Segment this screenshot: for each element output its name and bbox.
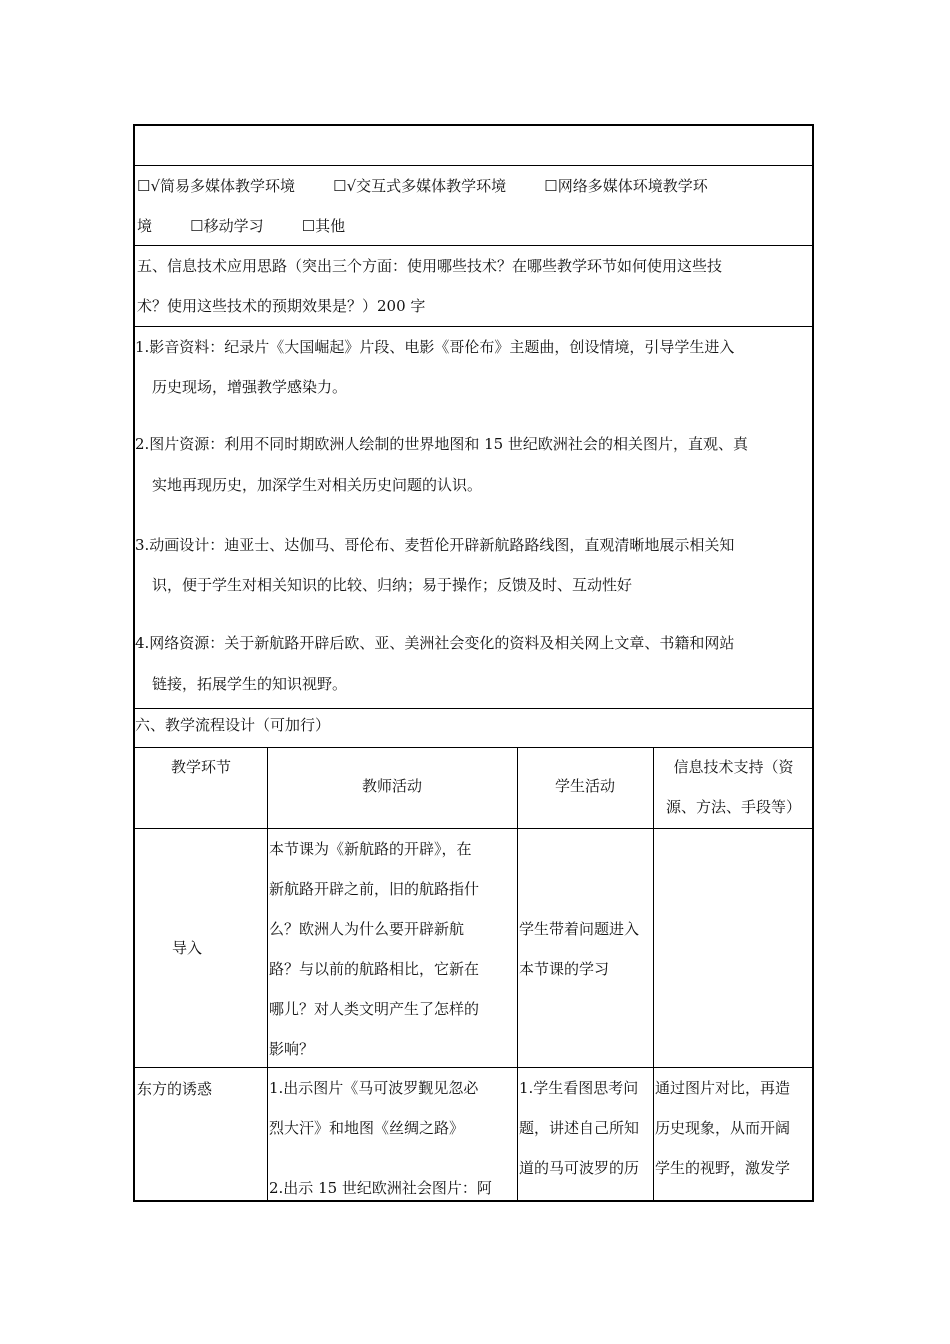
east-student-line: 道的马可波罗的历 bbox=[519, 1159, 640, 1177]
east-student-line: 1.学生看图思考问 bbox=[519, 1079, 639, 1097]
intro-teacher-line: 么？欧洲人为什么要开辟新航 bbox=[269, 920, 465, 938]
intro-teacher-activity bbox=[269, 829, 517, 1068]
east-student-line: 题，讲述自己所知 bbox=[519, 1119, 640, 1137]
header-student: 学生活动 bbox=[554, 777, 615, 795]
section5-line-2: 术？使用这些技术的预期效果是？）200 字 bbox=[137, 297, 426, 315]
item-4-line-1: 4.网络资源：关于新航路开辟后欧、亚、美洲社会变化的资料及相关网上文章、书籍和网站 bbox=[135, 634, 735, 652]
east-teacher-line: 烈大汗》和地图《丝绸之路》 bbox=[269, 1119, 465, 1137]
environment-line-1: ☐√简易多媒体教学环境 ☐√交互式多媒体教学环境 ☐网络多媒体环境教学环 bbox=[137, 177, 708, 195]
east-tech-line: 学生的视野，激发学 bbox=[655, 1159, 791, 1177]
section5-body-row bbox=[135, 327, 812, 709]
item-3-line-1: 3.动画设计：迪亚士、达伽马、哥伦布、麦哲伦开辟新航路路线图，直观清晰地展示相关知 bbox=[135, 536, 735, 554]
flow-row-intro bbox=[135, 829, 812, 1068]
section5-line-1: 五、信息技术应用思路（突出三个方面：使用哪些技术？在哪些教学环节如何使用这些技 bbox=[137, 257, 723, 275]
east-teacher-activity bbox=[269, 1068, 517, 1202]
item-2-line-2: 实地再现历史，加深学生对相关历史问题的认识。 bbox=[152, 476, 483, 494]
environment-line-2: 境 ☐移动学习 ☐其他 bbox=[137, 217, 346, 235]
intro-stage: 导入 bbox=[171, 939, 202, 957]
header-tech-line-2: 源、方法、手段等） bbox=[665, 798, 801, 816]
item-1-line-1: 1.影音资料：纪录片《大国崛起》片段、电影《哥伦布》主题曲，创设情境，引导学生进入 bbox=[135, 338, 735, 356]
intro-student-activity bbox=[519, 909, 653, 989]
intro-student-line: 本节课的学习 bbox=[519, 960, 610, 978]
east-tech-line: 历史现象，从而开阔 bbox=[655, 1119, 791, 1137]
east-tech-support bbox=[655, 1068, 814, 1202]
intro-teacher-line: 影响？ bbox=[269, 1040, 315, 1058]
intro-teacher-line: 路？与以前的航路相比，它新在 bbox=[269, 960, 480, 978]
intro-teacher-line: 本节课为《新航路的开辟》，在 bbox=[269, 840, 472, 858]
section6-title: 六、教学流程设计（可加行） bbox=[135, 716, 331, 734]
item-2-line-1: 2.图片资源：利用不同时期欧洲人绘制的世界地图和 15 世纪欧洲社会的相关图片，直观、真 bbox=[135, 435, 748, 453]
east-teacher-line: 2.出示 15 世纪欧洲社会图片：阿 bbox=[269, 1179, 492, 1197]
item-4-line-2: 链接，拓展学生的知识视野。 bbox=[152, 675, 348, 693]
flow-header-row bbox=[135, 748, 812, 829]
flow-row-east bbox=[135, 1068, 812, 1202]
header-tech-line-1: 信息技术支持（资 bbox=[673, 758, 794, 776]
intro-teacher-line: 新航路开辟之前，旧的航路指什 bbox=[269, 880, 480, 898]
environment-row bbox=[135, 166, 812, 246]
item-3-line-2: 识，便于学生对相关知识的比较、归纳；易于操作；反馈及时、互动性好 bbox=[152, 576, 633, 594]
item-1-line-2: 历史现场，增强教学感染力。 bbox=[152, 378, 348, 396]
header-stage: 教学环节 bbox=[170, 758, 231, 776]
east-stage: 东方的诱惑 bbox=[137, 1080, 213, 1098]
intro-student-line: 学生带着问题进入 bbox=[519, 920, 640, 938]
blank-row bbox=[135, 126, 812, 166]
header-teacher: 教师活动 bbox=[361, 777, 422, 795]
east-student-activity bbox=[519, 1068, 653, 1202]
east-tech-line: 通过图片对比，再造 bbox=[655, 1079, 791, 1097]
document-table bbox=[133, 124, 814, 1202]
section6-heading-row bbox=[135, 709, 812, 748]
section5-heading-row bbox=[135, 246, 812, 327]
intro-teacher-line: 哪儿？对人类文明产生了怎样的 bbox=[269, 1000, 480, 1018]
east-teacher-line: 1.出示图片《马可波罗觐见忽必 bbox=[269, 1079, 479, 1097]
